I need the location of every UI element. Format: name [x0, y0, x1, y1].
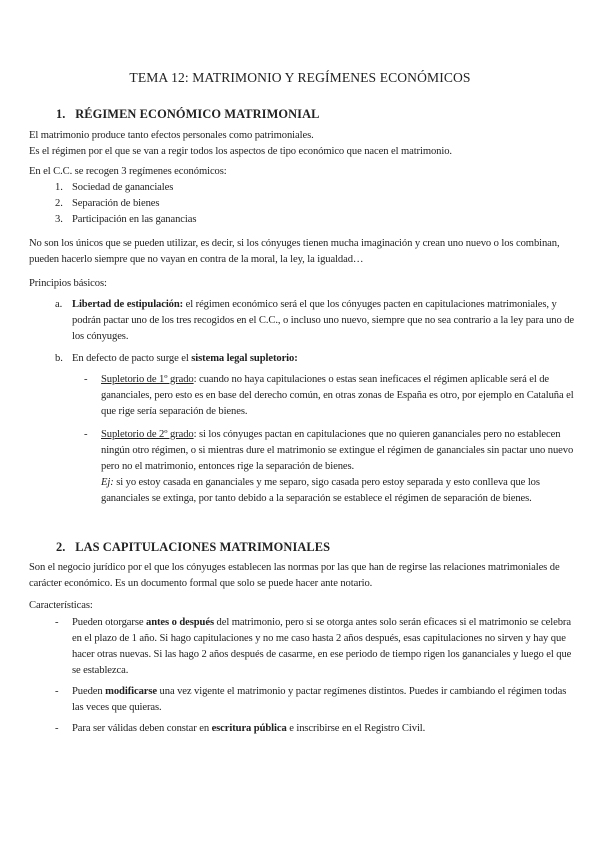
- principle-b: [55, 351, 575, 367]
- supletorio-1: [84, 372, 574, 420]
- list-marker: 2.: [55, 198, 63, 209]
- supletorio-1-title: Supletorio de 1º grado: [101, 374, 194, 385]
- page-title: TEMA 12: MATRIMONIO Y REGÍMENES ECONÓMICOS: [129, 70, 471, 85]
- regimes-list: [55, 180, 196, 228]
- paragraph-text: No son los únicos que se pueden utilizar, es decir, si los cónyuges tienen mucha imaginación y crean uno nuevo o los combinan, pueden hacerlo siempre que no vayan en contra de la moral, la ley, la igualdad…: [29, 238, 560, 265]
- item-text: Pueden: [72, 686, 106, 697]
- example-label: Ej:: [101, 477, 114, 488]
- list-marker: 3.: [55, 214, 63, 225]
- principle-a-text: el régimen económico será el que los cónyuges pacten en capitulaciones matrimoniales, y podrán pactar uno de los tres recogidos en el C.C., o incluso uno nuevo, siempre que no sea contrario a la ley para uno de los cónyuges.: [72, 299, 575, 342]
- paragraph: En el C.C. se recogen 3 regímenes económicos:: [29, 166, 227, 177]
- list-item-text: Separación de bienes: [72, 198, 160, 209]
- item-text: del matrimonio, pero si se otorga antes solo serán eficaces si el matrimonio se celebra en el plazo de 1 año. Si hago capitulaciones y no me caso hasta 2 años después, esas capitulaciones no sirven y hay que hacer otras nuevas. Si las hago 2 años después de casarme, en ese periodo de tiempo rigen los gananciales y luego el que se establezca.: [72, 617, 572, 676]
- list-item: [55, 180, 196, 196]
- list-item-text: Sociedad de gananciales: [72, 182, 174, 193]
- principle-a-title: Libertad de estipulación:: [72, 299, 184, 310]
- supletorio-1-text: : cuando no haya capitulaciones o estas sean ineficaces el régimen aplicable será el de gananciales, pero esto es en base del derecho común, en otras zonas de España es otro, por ejemplo en Cataluña el que rige sería separación de bienes.: [101, 374, 574, 417]
- list-item: [55, 196, 196, 212]
- list-marker: b.: [55, 353, 63, 364]
- item-bold: escritura pública: [211, 723, 287, 734]
- section-1-number: 1.: [56, 107, 66, 121]
- item-text: e inscribirse en el Registro Civil.: [286, 723, 426, 734]
- list-marker: 1.: [55, 182, 63, 193]
- section-1-intro: [29, 128, 574, 160]
- regimes-intro: [29, 164, 574, 180]
- section-2-title: LAS CAPITULACIONES MATRIMONIALES: [75, 540, 331, 554]
- principle-b-text: En defecto de pacto surge el: [72, 353, 192, 364]
- bullet-dash: -: [84, 429, 88, 440]
- bullet-dash: -: [55, 686, 59, 697]
- example-text: si yo estoy casada en gananciales y me separo, sigo casada pero estoy separada y esto conlleva que los gananciales se extinga, por tanto debido a la separación se establece el régimen de separación de bienes.: [101, 477, 540, 504]
- principle-a: [55, 297, 575, 345]
- list-item-text: Participación en las ganancias: [72, 214, 197, 225]
- paragraph: Es el régimen por el que se van a regir todos los aspectos de tipo económico que nacen el matrimonio.: [29, 146, 452, 157]
- list-marker: a.: [55, 299, 63, 310]
- characteristic-item: [55, 721, 575, 737]
- list-item: [55, 212, 196, 228]
- paragraph: El matrimonio produce tanto efectos personales como patrimoniales.: [29, 130, 314, 141]
- principles-intro: [29, 276, 574, 292]
- item-bold: antes o después: [146, 617, 214, 628]
- characteristic-item: [55, 684, 575, 716]
- characteristic-item: [55, 615, 575, 679]
- item-text: Para ser válidas deben constar en: [72, 723, 212, 734]
- supletorio-2-text: : si los cónyuges pactan en capitulaciones que no quieren gananciales pero no establecen ningún otro régimen, o si mientras dure el matrimonio se extingue el régimen de gananciales sin pactar uno nuevo pero no el matrimonio, entonces rige la separación de bienes.: [101, 429, 574, 472]
- paragraph: [29, 560, 574, 592]
- item-text: Pueden otorgarse: [72, 617, 147, 628]
- bullet-dash: -: [55, 617, 59, 628]
- supletorio-2-title: Supletorio de 2º grado: [101, 429, 194, 440]
- principle-b-title: sistema legal supletorio:: [191, 353, 298, 364]
- section-1-heading: [56, 106, 320, 122]
- paragraph: [29, 236, 574, 268]
- bullet-dash: -: [55, 723, 59, 734]
- paragraph-text: Características:: [29, 600, 93, 611]
- item-text: una vez vigente el matrimonio y pactar regímenes distintos. Puedes ir cambiando el régimen todas las veces que quieras.: [72, 686, 567, 713]
- bullet-dash: -: [84, 374, 88, 385]
- item-bold: modificarse: [105, 686, 157, 697]
- section-1-title: RÉGIMEN ECONÓMICO MATRIMONIAL: [75, 107, 320, 121]
- paragraph-text: Principios básicos:: [29, 278, 107, 289]
- supletorio-2: [84, 427, 574, 507]
- characteristics-intro: [29, 598, 574, 614]
- paragraph-text: Son el negocio jurídico por el que los cónyuges establecen las normas por las que han de regirse las relaciones matrimoniales de carácter económico. Es un documento formal que solo se puede hacer ante notario.: [29, 562, 560, 589]
- section-2-heading: [56, 539, 330, 555]
- section-2-number: 2.: [56, 540, 66, 554]
